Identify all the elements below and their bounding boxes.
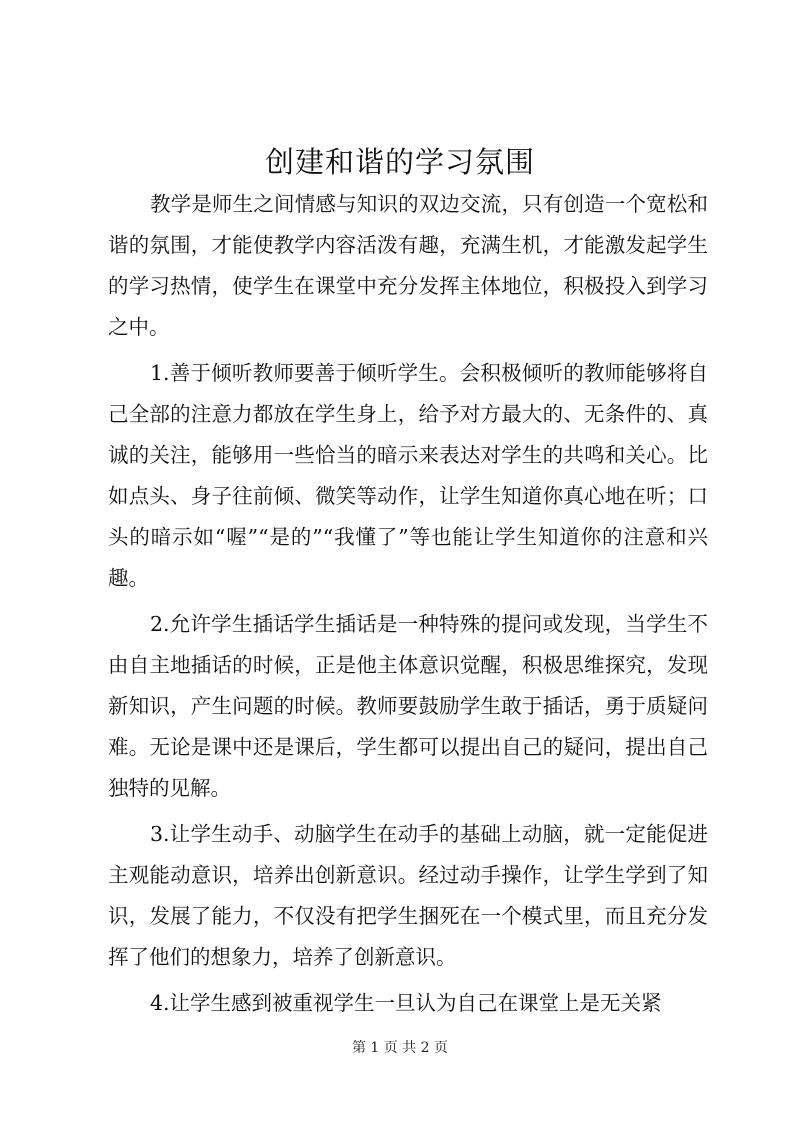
page-footer: 第 1 页 共 2 页 (351, 1040, 449, 1056)
paragraph-intro: 教学是师生之间情感与知识的双边交流，只有创造一个宽松和谐的氛围，才能使教学内容活泼有趣，充满生机，才能激发起学生的学习热情，使学生在课堂中充分发挥主体地位，积极投入到学习之中。 (108, 192, 708, 339)
paragraph-point-2: 2.允许学生插话学生插话是一种特殊的提问或发现，当学生不由自主地插话的时候，正是他主体意识觉醒，积极思维探究，发现新知识，产生问题的时候。教师要鼓励学生敢于插话，勇于质疑问难。无论是课中还是课后，学生都可以提出自己的疑问，提出自己独特的见解。 (108, 612, 708, 800)
document-body (108, 184, 708, 1029)
page-title: 创建和谐的学习氛围 (264, 145, 535, 179)
paragraph-point-4: 4.让学生感到被重视学生一旦认为自己在课堂上是无关紧 (150, 991, 662, 1015)
paragraph-point-1: 1.善于倾听教师要善于倾听学生。会积极倾听的教师能够将自己全部的注意力都放在学生身上，给予对方最大的、无条件的、真诚的关注，能够用一些恰当的暗示来表达对学生的共鸣和关心。比如点头、身子往前倾、微笑等动作，让学生知道你真心地在听；口头的暗示如“喔”“是的”“我懂了”等也能让学生知道你的注意和兴趣。 (108, 361, 708, 590)
paragraph-point-3: 3.让学生动手、动脑学生在动手的基础上动脑，就一定能促进主观能动意识，培养出创新意识。经过动手操作，让学生学到了知识，发展了能力，不仅没有把学生捆死在一个模式里，而且充分发挥了他们的想象力，培养了创新意识。 (108, 822, 708, 969)
